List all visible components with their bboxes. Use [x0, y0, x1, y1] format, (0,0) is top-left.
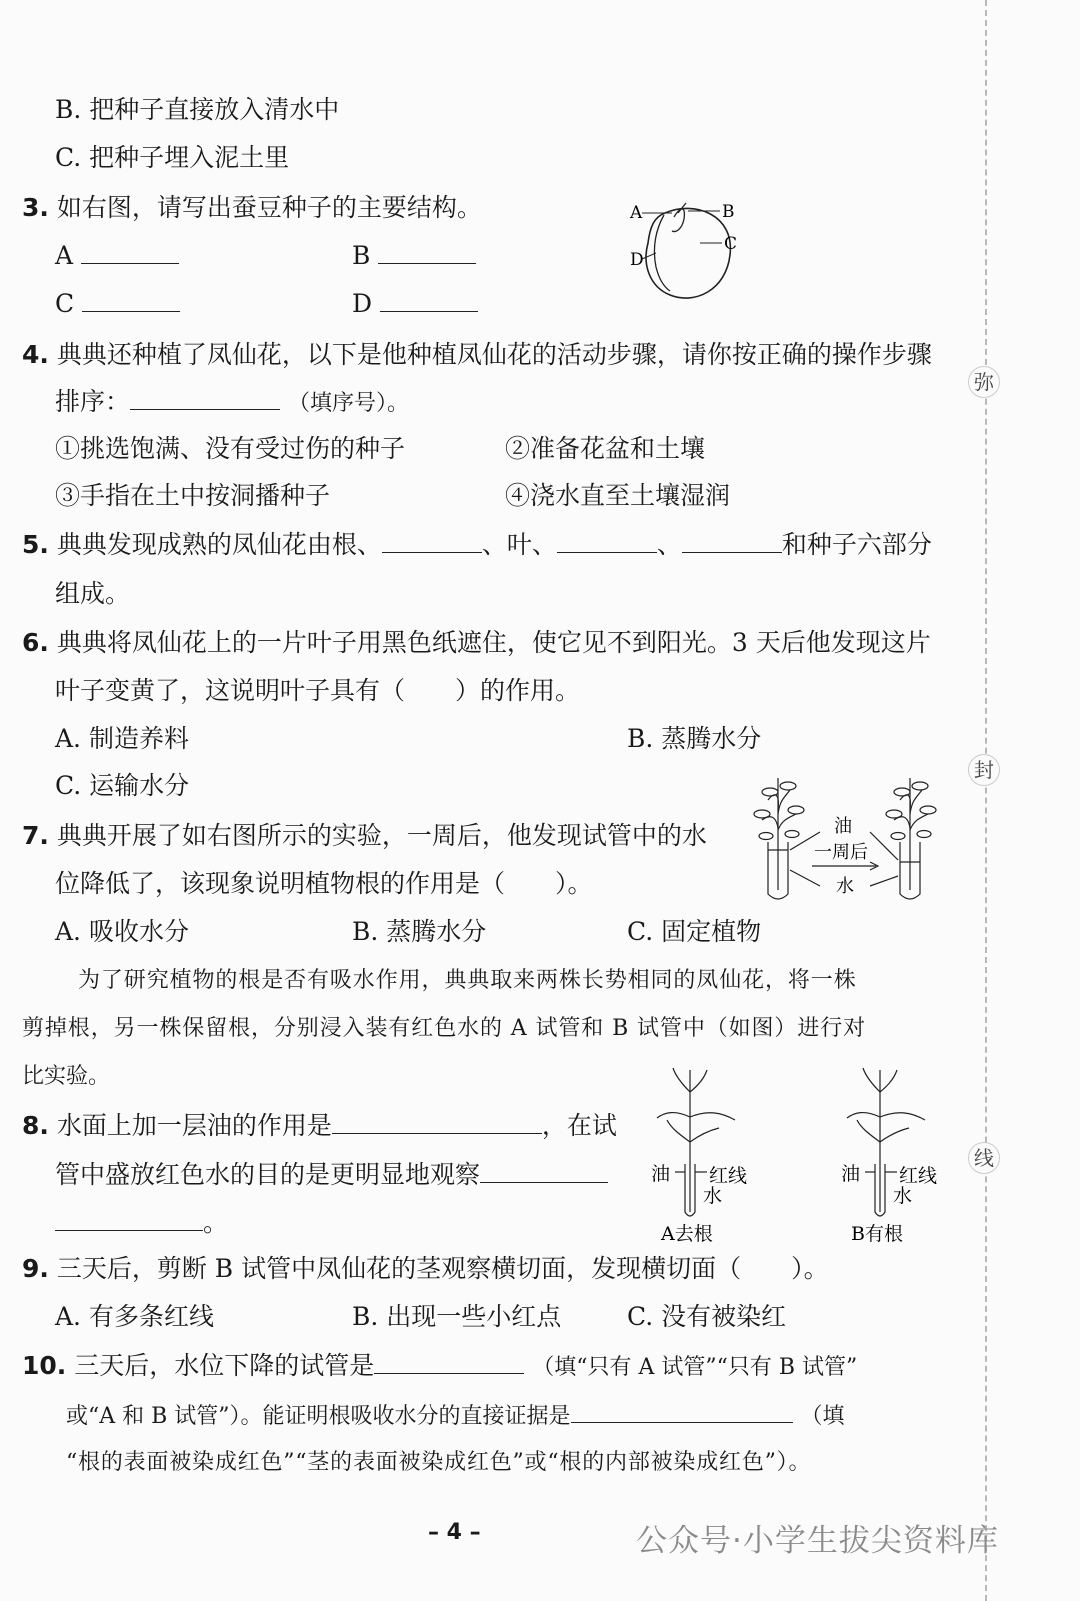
seed-label-d: D — [630, 250, 644, 270]
watermark: 公众号·小学生拔尖资料库 — [636, 1523, 999, 1559]
q10-line2-pre: 或“A 和 B 试管”）。能证明根吸收水分的直接证据是 — [66, 1404, 571, 1429]
q6-question — [22, 628, 931, 658]
q6-option-b[interactable]: B. 蒸腾水分 — [627, 724, 762, 753]
q8-question — [22, 1111, 617, 1141]
q10-blank-2[interactable] — [571, 1400, 793, 1423]
q3-answer-a — [55, 241, 179, 271]
q3-label-d: D — [352, 289, 373, 318]
test-tube-week-figure — [750, 770, 945, 905]
q6-line2: 叶子变黄了，这说明叶子具有（ ）的作用。 — [55, 676, 581, 705]
q5-seg4: 和种子六部分 — [781, 530, 932, 559]
q6-option-a[interactable]: A. 制造养料 — [55, 724, 189, 753]
figA-water-label: 水 — [703, 1185, 723, 1207]
q5-seg3: 、 — [656, 530, 682, 559]
q7-option-a[interactable]: A. 吸收水分 — [55, 917, 189, 946]
figB-caption: B有根 — [851, 1223, 903, 1245]
q10-line3: “根的表面被染成红色”“茎的表面被染成红色”或“根的内部被染成红色”）。 — [66, 1450, 812, 1475]
fig7-water-label: 水 — [836, 876, 854, 897]
q9-question — [22, 1254, 829, 1284]
q10-line2 — [66, 1400, 845, 1432]
q3-answer-c — [55, 289, 180, 319]
q4-step-4: ④浇水直至土壤湿润 — [505, 481, 731, 510]
q4-hint: （填序号）。 — [287, 391, 409, 416]
seed-label-a: A — [630, 203, 643, 223]
seed-label-b: B — [722, 202, 735, 222]
figB-water-label: 水 — [893, 1185, 913, 1207]
q10-number: 10. — [22, 1351, 67, 1380]
seal-mark-feng: 封 — [968, 754, 1000, 786]
q3-answer-b — [352, 241, 476, 271]
figA-caption: A去根 — [661, 1223, 713, 1245]
q4-order-blank[interactable] — [130, 387, 280, 410]
q9-option-a[interactable]: A. 有多条红线 — [55, 1302, 214, 1331]
q5-seg2: 、叶、 — [481, 530, 557, 559]
q8-blank-2-cont[interactable] — [55, 1208, 203, 1231]
q3-blank-a[interactable] — [81, 241, 179, 264]
page-number: – 4 – — [428, 1520, 481, 1545]
q6-line1: 典典将凤仙花上的一片叶子用黑色纸遮住，使它见不到阳光。3 天后他发现这片 — [56, 628, 931, 657]
q8-blank-1[interactable] — [332, 1111, 542, 1134]
seal-mark-mi: 弥 — [968, 366, 1000, 398]
figA-oil-label: 油 — [651, 1163, 671, 1185]
q10-blank-1[interactable] — [374, 1351, 524, 1374]
binding-dashed-line — [985, 0, 987, 1601]
q9-option-b[interactable]: B. 出现一些小红点 — [352, 1302, 562, 1331]
q2-option-c: C. 把种子埋入泥土里 — [55, 143, 290, 172]
seal-mark-xian: 线 — [968, 1142, 1000, 1174]
q3-blank-b[interactable] — [378, 241, 476, 264]
q3-blank-d[interactable] — [380, 289, 478, 312]
q3-text: 如右图，请写出蚕豆种子的主要结构。 — [56, 193, 482, 222]
q5-line2: 组成。 — [55, 579, 131, 608]
q4-line2 — [55, 387, 409, 419]
fig7-oil-label: 油 — [834, 816, 852, 837]
q10-question — [22, 1351, 857, 1383]
passage-line2: 剪掉根，另一株保留根，分别浸入装有红色水的 A 试管和 B 试管中（如图）进行对 — [22, 1016, 867, 1041]
q7-option-b[interactable]: B. 蒸腾水分 — [352, 917, 487, 946]
q7-option-c[interactable]: C. 固定植物 — [627, 917, 762, 946]
q5-question — [22, 530, 932, 560]
q6-number: 6. — [22, 628, 49, 657]
q8-line1-pre: 水面上加一层油的作用是 — [56, 1111, 332, 1140]
q2-option-b: B. 把种子直接放入清水中 — [55, 95, 340, 124]
q8-line2 — [55, 1160, 608, 1190]
q3-answer-d — [352, 289, 478, 319]
q3-label-b: B — [352, 241, 371, 270]
q7-question — [22, 821, 707, 851]
q3-question — [22, 193, 482, 223]
passage-line3: 比实验。 — [22, 1064, 111, 1089]
q4-question — [22, 340, 932, 370]
passage-line1: 为了研究植物的根是否有吸水作用，典典取来两株长势相同的凤仙花，将一株 — [78, 968, 857, 993]
q4-step-2: ②准备花盆和土壤 — [505, 434, 706, 463]
q5-number: 5. — [22, 530, 49, 559]
q3-label-c: C — [55, 289, 75, 318]
figA-redline-label: 红线 — [709, 1165, 748, 1187]
q4-line1: 典典还种植了凤仙花，以下是他种植凤仙花的活动步骤，请你按正确的操作步骤 — [56, 340, 932, 369]
q3-number: 3. — [22, 193, 49, 222]
figB-oil-label: 油 — [841, 1163, 861, 1185]
q10-line1-post: （填“只有 A 试管”“只有 B 试管” — [532, 1355, 858, 1380]
q8-blank-2[interactable] — [480, 1160, 608, 1183]
q5-seg1: 典典发现成熟的凤仙花由根、 — [56, 530, 382, 559]
red-water-tube-figure — [645, 1062, 945, 1252]
q7-line1: 典典开展了如右图所示的实验，一周后，他发现试管中的水 — [56, 821, 707, 850]
q8-line2-pre: 管中盛放红色水的目的是更明显地观察 — [55, 1160, 481, 1189]
q3-label-a: A — [55, 241, 74, 270]
q9-option-c[interactable]: C. 没有被染红 — [627, 1302, 787, 1331]
q4-sort-label: 排序： — [55, 387, 131, 416]
q8-line3 — [55, 1208, 228, 1238]
q9-number: 9. — [22, 1254, 49, 1283]
q3-blank-c[interactable] — [82, 289, 180, 312]
q6-option-c[interactable]: C. 运输水分 — [55, 771, 190, 800]
q8-number: 8. — [22, 1111, 49, 1140]
q5-blank-3[interactable] — [682, 530, 782, 553]
q7-number: 7. — [22, 821, 49, 850]
q4-number: 4. — [22, 340, 49, 369]
q4-step-1: ①挑选饱满、没有受过伤的种子 — [55, 434, 406, 463]
broad-bean-seed-figure — [620, 195, 760, 310]
q10-line2-post: （填 — [800, 1404, 845, 1429]
q9-text: 三天后，剪断 B 试管中凤仙花的茎观察横切面，发现横切面（ ）。 — [56, 1254, 829, 1283]
figB-redline-label: 红线 — [899, 1165, 938, 1187]
seed-label-c: C — [724, 234, 738, 254]
q5-blank-2[interactable] — [557, 530, 657, 553]
fig7-week-label: 一周后 — [814, 842, 868, 863]
q4-step-3: ③手指在土中按洞播种子 — [55, 481, 331, 510]
q7-line2: 位降低了，该现象说明植物根的作用是（ ）。 — [55, 869, 593, 898]
q5-blank-1[interactable] — [382, 530, 482, 553]
q8-line3-post: 。 — [203, 1208, 229, 1237]
q10-line1-pre: 三天后，水位下降的试管是 — [74, 1351, 375, 1380]
q8-line1-post: ，在试 — [541, 1111, 617, 1140]
